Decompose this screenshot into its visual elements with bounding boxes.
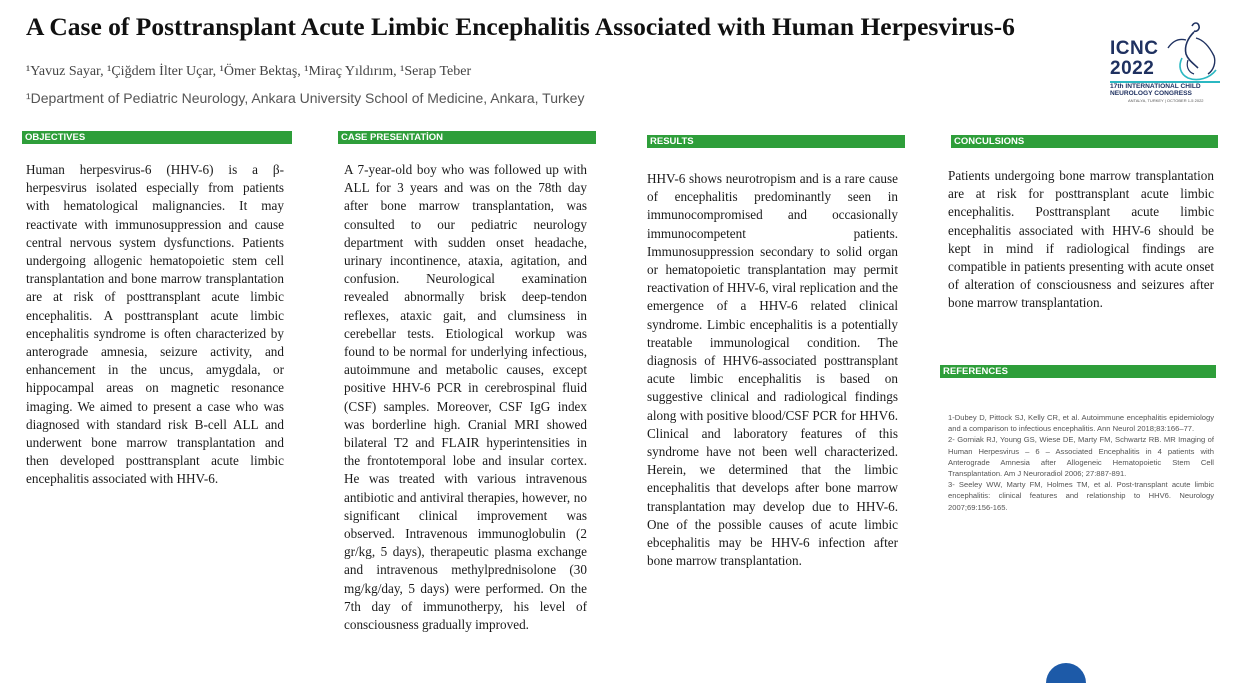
logo-year: 2022 [1110, 58, 1155, 79]
logo-place: ANTALYA, TURKEY | OCTOBER 1-5 2022 [1128, 98, 1204, 103]
poster-title: A Case of Posttransplant Acute Limbic Encephalitis Associated with Human Herpesvirus-6 [26, 12, 1015, 41]
conclusions-heading: CONCULSIONS [951, 135, 1218, 148]
author-list: ¹Yavuz Sayar, ¹Çiğdem İlter Uçar, ¹Ömer Bektaş, ¹Miraç Yıldırım, ¹Serap Teber [26, 64, 472, 79]
affiliation: ¹Department of Pediatric Neurology, Ankara University School of Medicine, Ankara, Turkey [26, 90, 585, 106]
conclusions-text: Patients undergoing bone marrow transplantation are at risk for posttransplant acute limbic encephalitis. Posttransplant acute limbic encephalitis associated with HHV-6 should be kept in mind if radiological findings are compatible in patients presenting with acute onset of alteration of consciousness and seizures after bone marrow transplantation. [948, 168, 1214, 311]
case-text: A 7-year-old boy who was followed up with ALL for 3 years and was on the 78th day after bone marrow transplantation, was consulted to our pediatric neurology department with sudden onset headache, urinary incontinence, ataxia, agitation, and confusion. Neurological examination revealed abnormally brisk deep-tendon reflexes, ataxic gait, and clumsiness in cerebellar tests. Etiological workup was found to be normal for underlying infectious, autoimmune and metabolic causes, except positive HHV-6 PCR in cerebrospinal fluid (CSF) samples. Moreover, CSF IgG index was borderline high. Cranial MRI showed bilateral T2 and FLAIR hyperintensities in the frontotemporal lobe and insular cortex. He was treated with various intravenous antibiotic and antiviral therapies, however, no significant clinical improvement was observed. Intravenous immunoglobulin (2 gr/kg, 5 days), therapeutic plasma exchange and intravenous methylprednisolone (30 mg/kg/day, 5 days) were performed. On the 7th day of immunotherpy, his level of consciousness gradually improved. [344, 162, 587, 633]
congress-logo [1106, 20, 1224, 110]
decorative-shape [1046, 663, 1086, 683]
results-text: HHV-6 shows neurotropism and is a rare cause of encephalitis predominantly seen in immunocompromised and occasionally immunocompetent patients. Immunosuppression secondary to solid organ or hematopoietic transplantation may permit reactivation of HHV-6, viral replication and the emergence of a HHV-6 related clinical syndrome. Limbic encephalitis is a potentially treatable immunological condition. The diagnosis of HHV6-associated posttransplant acute limbic encephalitis is based on suggestive clinical and radiological findings along with positive blood/CSF PCR for HHV6. Clinical and laboratory features of this syndrome have not been well characterized. Herein, we determined that the limbic encephalitis that develops after bone marrow transplantation may develop due to HHV-6. One of the possible causes of acute limbic ebcephalitis may be HHV-6 infection after bone marrow transplantation. [647, 171, 898, 569]
dancer-icon [1164, 20, 1220, 82]
reference-item: 2- Gorniak RJ, Young GS, Wiese DE, Marty FM, Schwartz RB. MR Imaging of Human Herpesvirus – 6 – Associated Encephalitis in 4 patients with Anterograde Amnesia after Allogeneic Hematopoietic Stem Cell Transplantation. Am J Neuroradiol 2006; 27:887-891. [948, 435, 1214, 479]
case-heading: CASE PRESENTATİON [338, 131, 596, 144]
reference-item: 3- Seeley WW, Marty FM, Holmes TM, et al. Post-transplant acute limbic encephalitis: clinical features and relationship to HHV6. Neurology 2007;69:156-165. [948, 480, 1214, 512]
reference-item: 1-Dubey D, Pittock SJ, Kelly CR, et al. Autoimmune encephalitis epidemiology and a comparison to infectious encephalitis. Ann Neurol 2018;83:166–77. [948, 413, 1214, 434]
logo-congress-line2: NEUROLOGY CONGRESS [1110, 90, 1192, 97]
references-heading: REFERENCES [940, 365, 1216, 378]
logo-congress-line1: 17th INTERNATIONAL CHILD [1110, 83, 1201, 90]
objectives-heading: OBJECTIVES [22, 131, 292, 144]
results-heading: RESULTS [647, 135, 905, 148]
reference-list [948, 412, 1214, 513]
objectives-text: Human herpesvirus-6 (HHV-6) is a β-herpesvirus isolated especially from patients with hematological malignancies. It may reactivate with immunosuppression and cause central nervous system dysfunctions. Patients undergoing allogenic hematopoietic stem cell transplantation and bone marrow transplantation are at risk of posttransplant acute limbic encephalitis. A posttransplant acute limbic encephalitis syndrome is often characterized by anterograde amnesia, seizure activity, and enhancement in the uncus, amygdala, or hippocampal areas on magnetic resonance imaging. We aimed to present a case who was diagnosed with standard risk B-cell ALL and underwent bone marrow transplantation and then developed posttransplant acute limbic encephalitis associated with HHV-6. [26, 162, 284, 487]
logo-name: ICNC [1110, 38, 1159, 59]
